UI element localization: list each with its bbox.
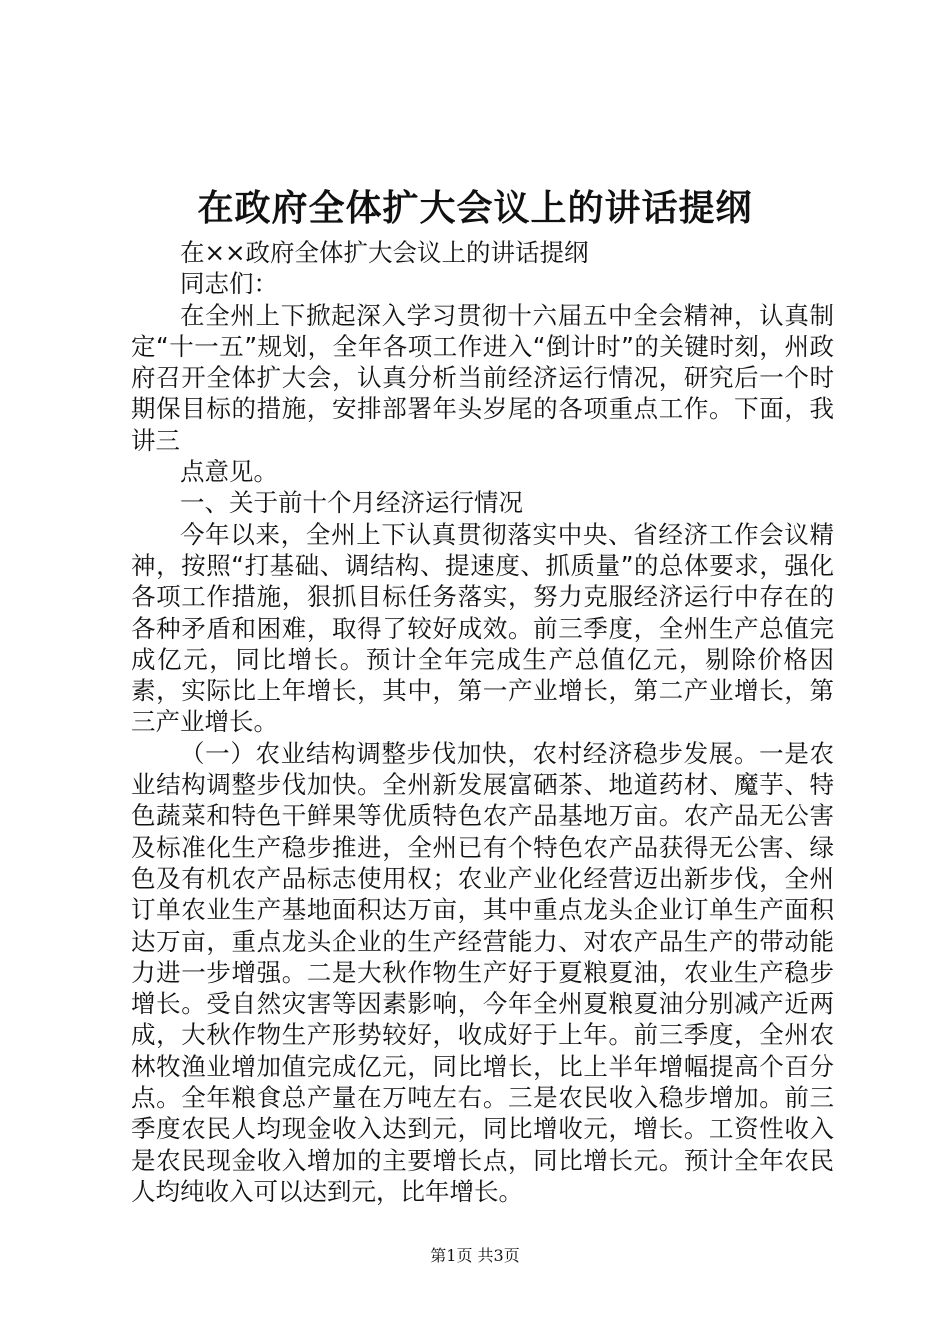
- salutation: 同志们：: [180, 269, 278, 299]
- economy-overview-paragraph: 今年以来，全州上下认真贯彻落实中央、省经济工作会议精神，按照“打基础、调结构、提速度、抓质量”的总体要求，强化各项工作措施，狠抓目标任务落实，努力克服经济运行中存在的各种矛盾和困难，取得了较好成效。前三季度，全州生产总值完成亿元，同比增长。预计全年完成生产总值亿元，剔除价格因素，实际比上年增长，其中，第一产业增长，第二产业增长，第三产业增长。: [131, 519, 834, 737]
- document-body: [131, 237, 834, 1207]
- page-footer: 第1页 共3页: [430, 1246, 520, 1265]
- document-title: 在政府全体扩大会议上的讲话提纲: [197, 187, 753, 229]
- intro-paragraph-continuation: 点意见。: [180, 457, 278, 487]
- section-heading-1: 一、关于前十个月经济运行情况: [180, 488, 523, 518]
- intro-paragraph: 在全州上下掀起深入学习贯彻十六届五中全会精神，认真制定“十一五”规划，全年各项工作进入“倒计时”的关键时刻，州政府召开全体扩大会，认真分析当前经济运行情况，研究后一个时期保目标的措施，安排部署年头岁尾的各项重点工作。下面，我讲三: [131, 300, 834, 455]
- subtitle-line: 在××政府全体扩大会议上的讲话提纲: [180, 238, 589, 267]
- agriculture-paragraph: （一）农业结构调整步伐加快，农村经济稳步发展。一是农业结构调整步伐加快。全州新发展富硒茶、地道药材、魔芋、特色蔬菜和特色干鲜果等优质特色农产品基地万亩。农产品无公害及标准化生产稳步推进，全州已有个特色农产品获得无公害、绿色及有机农产品标志使用权；农业产业化经营迈出新步伐，全州订单农业生产基地面积达万亩，其中重点龙头企业订单生产面积达万亩，重点龙头企业的生产经营能力、对农产品生产的带动能力进一步增强。二是大秋作物生产好于夏粮夏油，农业生产稳步增长。受自然灾害等因素影响，今年全州夏粮夏油分别减产近两成，大秋作物生产形势较好，收成好于上年。前三季度，全州农林牧渔业增加值完成亿元，同比增长，比上半年增幅提高个百分点。全年粮食总产量在万吨左右。三是农民收入稳步增加。前三季度农民人均现金收入达到元，同比增收元，增长。工资性收入是农民现金收入增加的主要增长点，同比增长元。预计全年农民人均纯收入可以达到元，比年增长。: [131, 738, 834, 1206]
